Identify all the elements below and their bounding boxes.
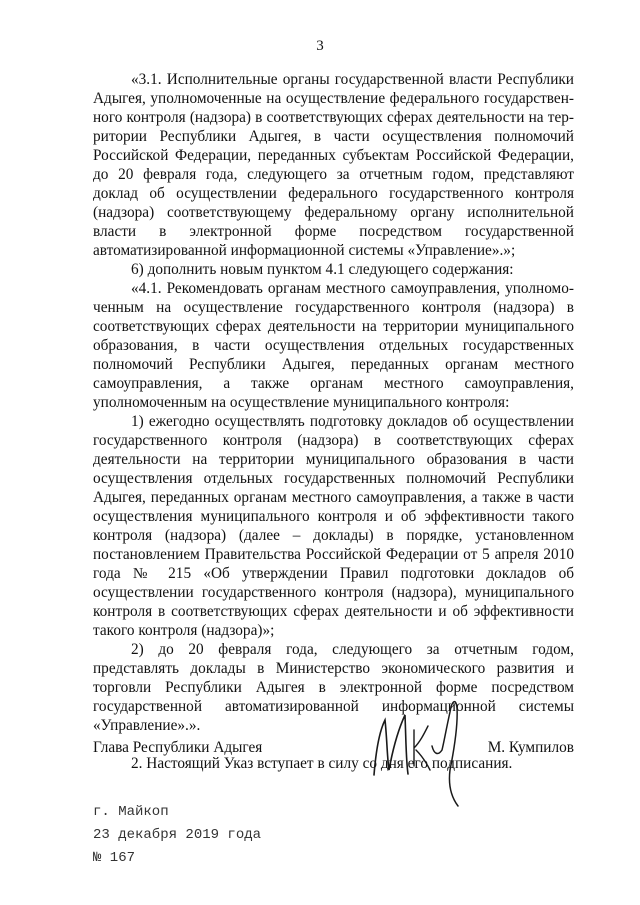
signatory-name: М. Кумпилов [487,739,574,756]
stamp-date: 23 декабря 2019 года [93,827,262,843]
page-number: 3 [316,38,324,54]
document-body [93,70,574,773]
closing-paragraph: 2. Настоящий Указ вступает в силу со дня его подписания. [131,755,513,772]
paragraph-subitem-1: 1) ежегодно осуществлять подготовку докладов об осуществлении государственного контроля (надзора) в соответствующих сферах деятельности на территории муниципального образования в части осуществления отдельных государственных полномочий Республики Адыгея, переданных органам местного самоуправления, а также в части осуществления муниципального контроля и об эффективности такого контроля (надзора) (далее – доклады) в порядке, установленном постановлением Правительства Российской Федерации от 5 апреля 2010 года № 215 «Об утверждении Правил подготовки докладов об осуществлении государственного контроля (надзора), муниципального контроля в соответствующих сферах деятельности и об эффективности такого контроля (надзора)»; [93,413,574,639]
paragraph-item-6: 6) дополнить новым пунктом 4.1 следующего содержания: [131,261,514,278]
stamp-city: г. Майкоп [93,804,169,820]
paragraph-3-1: «3.1. Исполнительные органы государственной власти Республики Адыгея, уполномоченные на осуществление федерального государственного контроля (надзора) в соответствующих сферах деятельности на территории Республики Адыгея, в части осуществления полномочий Российской Федерации, переданных субъектам Российской Федерации, до 20 февраля года, следующего за отчетным годом, представляют доклад об осуществлении федерального государственного контроля (надзора) соответствующему федеральному органу исполнительной власти в электронной форме посредством государственной автоматизированной информационной системы «Управление».»; [93,71,574,259]
paragraph-subitem-2: 2) до 20 февраля года, следующего за отчетным годом, представлять доклады в Министерство экономического развития и торговли Республики Адыгея в электронной форме посредством государственной автоматизированной информационной системы «Управление».». [93,641,574,734]
paragraph-4-1: «4.1. Рекомендовать органам местного самоуправления, уполномоченным на осуществление государственного контроля (надзора) в соответствующих сферах деятельности на территории муниципального образования, в части осуществления отдельных государственных полномочий Республики Адыгея, переданных органам местного самоуправления, а также органам местного самоуправления, уполномоченным на осуществление муниципального контроля: [93,280,574,411]
signatory-title: Глава Республики Адыгея [93,739,263,756]
stamp-number: № 167 [93,850,136,866]
